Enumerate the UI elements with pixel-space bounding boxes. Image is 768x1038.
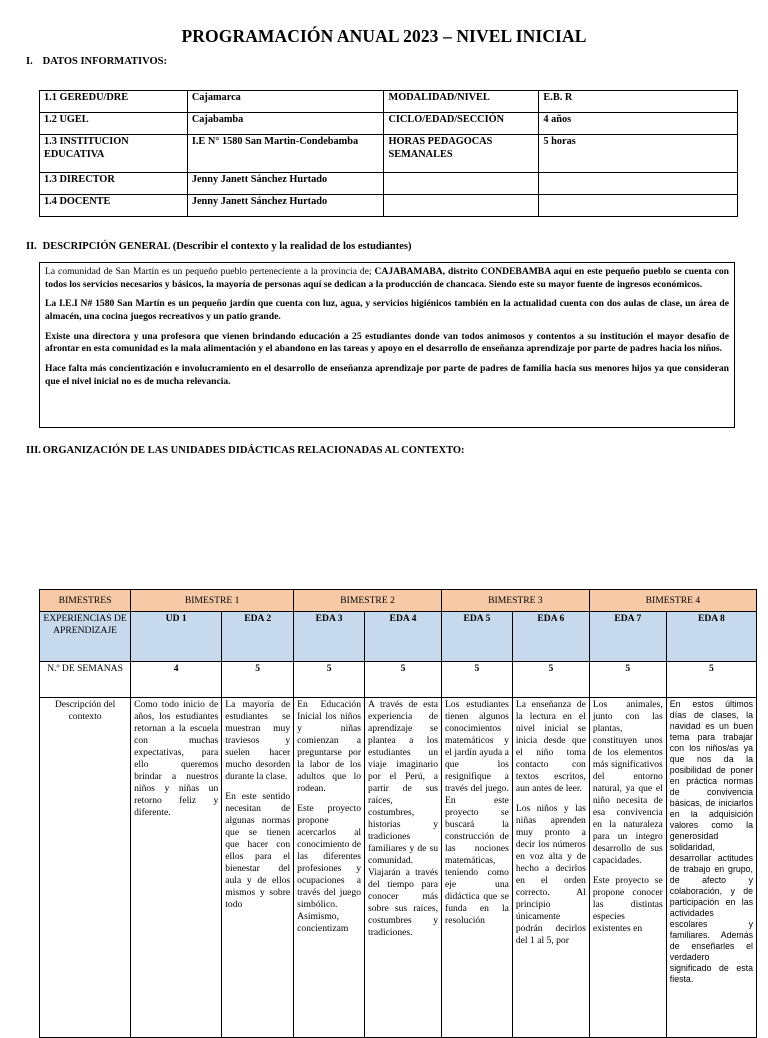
description-text: La comunidad de San Martín es un pequeño pueblo perteneciente a la provincia de; — [45, 266, 375, 277]
page-title: PROGRAMACIÓN ANUAL 2023 – NIVEL INICIAL — [181, 26, 587, 46]
context-cell — [442, 698, 513, 1038]
info-label — [384, 195, 539, 217]
bimestres-label: BIMESTRES — [40, 590, 131, 612]
experience-header: UD 1 — [131, 612, 222, 662]
description-box — [39, 262, 735, 428]
units-table — [39, 589, 757, 1038]
info-value: Cajabamba — [187, 113, 384, 135]
info-value — [539, 195, 738, 217]
info-value: 4 años — [539, 113, 738, 135]
context-cell — [365, 698, 442, 1038]
description-text-bold: CAJABAMABA, distrito CONDEBAMBA aquí en este pequeño pueblo se cuenta con todos los servicios necesarios y básicos, la mayoría de personas aquí se dedican a la producción de chancaca. Siendo este su mayor fuente de ingresos económicos. — [45, 266, 729, 290]
section-label: ORGANIZACIÓN DE LAS UNIDADES DIDÁCTICAS RELACIONADAS AL CONTEXTO: — [42, 445, 465, 456]
context-cell — [222, 698, 294, 1038]
context-cell — [131, 698, 222, 1038]
bimestre-header: BIMESTRE 3 — [442, 590, 590, 612]
experience-header: EDA 7 — [589, 612, 666, 662]
context-cell — [294, 698, 365, 1038]
section-heading-datos — [26, 56, 167, 67]
info-row — [40, 135, 738, 173]
section-label: DESCRIPCIÓN GENERAL (Describir el contexto y la realidad de los estudiantes) — [42, 241, 412, 252]
context-paragraph: En estos últimos días de clases, la navidad es un buen tema para trabajar con los niños/as ya que nos da la posibilidad de poner en práctica normas de convivencia básicas, de iniciarlos en la adquisición valores como la generosidad solidaridad, desarrollar actitudes de trabajo en grupo, de afecto y colaboración, y de participación en las actividades escolares y familiares. Además de enseñarles el verdadero significado de esta fiesta. — [669, 699, 753, 984]
experience-header: EDA 6 — [512, 612, 589, 662]
info-value: I.E N° 1580 San Martin-Condebamba — [187, 135, 384, 173]
weeks-value: 5 — [589, 662, 666, 698]
description-paragraph: Existe una directora y una profesora que vienen brindando educación a 25 estudiantes donde van todos animosos y contentos a su institución el mayor desafío de afrontar en esta comunidad es la mala alimentación y el abandono en las tareas y apoyo en el desarrollo de enseñanza aprendizaje por parte de padres hacia los niños. — [45, 330, 729, 355]
weeks-value: 4 — [131, 662, 222, 698]
weeks-value: 5 — [442, 662, 513, 698]
info-label: 1.4 DOCENTE — [40, 195, 188, 217]
info-value: Jenny Janett Sánchez Hurtado — [187, 195, 384, 217]
context-paragraph: En este sentido necesitan de algunas normas que se tienen que hacer con ellos para el bienestar del aula y de ellos mismos y sobre todo — [225, 790, 291, 910]
info-label — [384, 173, 539, 195]
info-label: 1.3 INSTITUCION EDUCATIVA — [40, 135, 188, 173]
context-paragraph: Los estudiantes tienen algunos conocimientos matemáticos y el jardín ayuda a que los resignifique a través del juego. En este proyecto se buscará la construcción de las nociones matemáticas, teniendo como eje una didáctica que se funda en la resolución — [445, 699, 509, 926]
experience-header: EDA 4 — [365, 612, 442, 662]
weeks-value: 5 — [512, 662, 589, 698]
context-paragraph: En Educación Inicial los niños y niñas comienzan a preguntarse por la labor de los adultos que lo rodean. — [297, 699, 362, 794]
context-paragraph: Como todo inicio de años, los estudiantes retornan a la escuela con muchas expectativas, para ello queremos brindar a nuestros niños y niñas un retorno feliz y diferente. — [134, 699, 219, 818]
context-cell — [666, 698, 756, 1038]
experience-header: EDA 5 — [442, 612, 513, 662]
weeks-value: 5 — [666, 662, 756, 698]
info-value: Cajamarca — [187, 91, 384, 113]
description-paragraph: Hace falta más concientización e involucramiento en el desarrollo de enseñanza aprendizaje por parte de padres de familia hacia sus menores hijos ya que consideran que el nivel inicial no es de mucha relevancia. — [45, 362, 729, 387]
context-cell — [512, 698, 589, 1038]
info-row — [40, 91, 738, 113]
context-row — [40, 698, 757, 1038]
context-cell — [589, 698, 666, 1038]
info-label: 1.1 GEREDU/DRE — [40, 91, 188, 113]
context-label: Descripción del contexto — [40, 698, 131, 1038]
context-paragraph: La enseñanza de la lectura en el nivel inicial se inicia desde que el niño toma contacto con textos escritos, aun antes de leer. — [515, 699, 586, 794]
experiences-label: EXPERIENCIAS DE APRENDIZAJE — [40, 612, 131, 662]
weeks-value: 5 — [365, 662, 442, 698]
weeks-value: 5 — [222, 662, 294, 698]
experience-header: EDA 3 — [294, 612, 365, 662]
section-number: I. — [26, 56, 33, 67]
context-paragraph: Este proyecto propone acercarlos al conocimiento de las diferentes profesiones y ocupaciones a través del juego simbólico. Asimismo, concientizam — [297, 802, 362, 934]
info-row — [40, 195, 738, 217]
section-number: III. — [26, 445, 41, 456]
experiences-row — [40, 612, 757, 662]
info-table — [39, 90, 738, 217]
info-label: MODALIDAD/NIVEL — [384, 91, 539, 113]
experience-header: EDA 8 — [666, 612, 756, 662]
description-paragraph — [45, 266, 729, 291]
description-paragraph: La I.E.I N# 1580 San Martín es un pequeño jardín que cuenta con luz, agua, y servicios higiénicos también en la actualidad cuenta con dos aulas de clase, un área de almacén, una cocina juegos recreativos y un patio grande. — [45, 298, 729, 322]
weeks-label: N.º DE SEMANAS — [40, 662, 131, 698]
context-paragraph: La mayoría de estudiantes se muestran muy traviesos y suelen hacer mucho desorden durante la clase. — [225, 699, 291, 782]
section-number: II. — [26, 241, 37, 252]
info-value — [539, 173, 738, 195]
bimestres-row — [40, 590, 757, 612]
section-heading-descripcion — [26, 241, 412, 252]
info-row — [40, 173, 738, 195]
weeks-row — [40, 662, 757, 698]
info-value: 5 horas — [539, 135, 738, 173]
section-heading-organizacion — [26, 445, 465, 456]
info-label: HORAS PEDAGOCAS SEMANALES — [384, 135, 539, 173]
context-paragraph: Los animales, junto con las plantas, constituyen unos de los elementos más significativos del entorno natural, ya que el niño necesita de esa convivencia en la naturaleza para un integro desarrollo de sus capacidades. — [592, 699, 663, 866]
info-label: CICLO/EDAD/SECCIÓN — [384, 113, 539, 135]
bimestre-header: BIMESTRE 4 — [589, 590, 756, 612]
bimestre-header: BIMESTRE 2 — [294, 590, 442, 612]
experience-header: EDA 2 — [222, 612, 294, 662]
info-label: 1.3 DIRECTOR — [40, 173, 188, 195]
info-value: Jenny Janett Sánchez Hurtado — [187, 173, 384, 195]
context-paragraph: A través de esta experiencia de aprendizaje se plantea a los estudiantes un viaje imaginario por el Perú, a partir de sus raíces, costumbres, historias y tradiciones familiares y de su comunidad. Viajarán a través del tiempo para conocer más sobre sus raíces, costumbres y tradiciones. — [368, 699, 438, 938]
info-row — [40, 113, 738, 135]
weeks-value: 5 — [294, 662, 365, 698]
context-paragraph: Este proyecto se propone conocer las distintas especies existentes en — [592, 874, 663, 934]
info-value: E.B. R — [539, 91, 738, 113]
bimestre-header: BIMESTRE 1 — [131, 590, 294, 612]
info-label: 1.2 UGEL — [40, 113, 188, 135]
context-paragraph: Los niños y las niñas aprenden muy pronto a decir los números en voz alta y de hecho a decirlos en el orden correcto. Al principio únicamente podrán decirlos del 1 al 5, por — [515, 802, 586, 946]
section-label: DATOS INFORMATIVOS: — [42, 56, 167, 67]
